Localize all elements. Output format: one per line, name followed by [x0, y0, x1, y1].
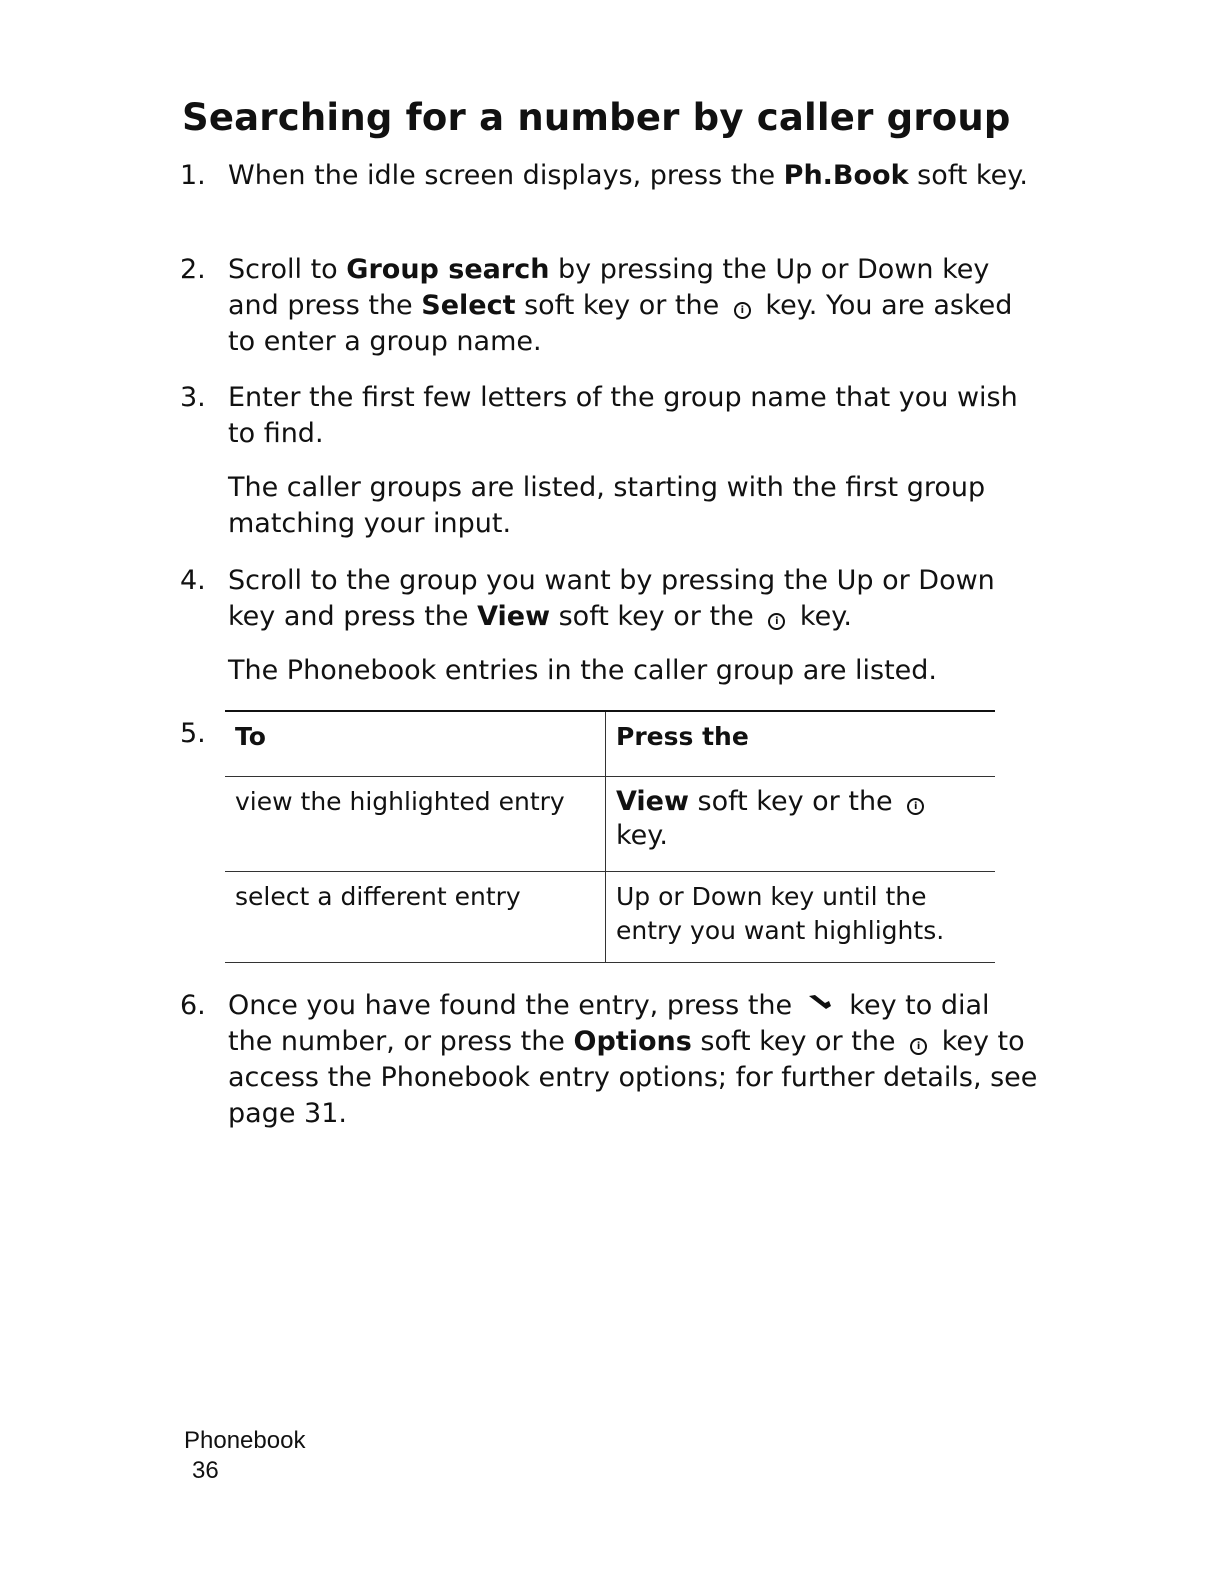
step-text: Once you have found the entry, press the key to dial the number, or press the Options soft key or the i key to access the Phonebook entry options; for further details, see page 31.	[228, 990, 1038, 1129]
ok-key-icon: i	[907, 798, 924, 815]
ok-key-icon: i	[768, 613, 785, 630]
step-text: When the idle screen displays, press the Ph.Book soft key.	[228, 160, 1028, 191]
step-number: 5.	[180, 718, 206, 749]
ok-key-icon: i	[910, 1038, 927, 1055]
step-text: Scroll to the group you want by pressing the Up or Down key and press the View soft key or the i key. The Phonebook entries in the caller group are listed.	[228, 563, 1040, 689]
cell-to: view the highlighted entry	[225, 777, 606, 872]
key-name: Select	[421, 290, 516, 321]
step-note: The caller groups are listed, starting with the first group matching your input.	[228, 472, 986, 539]
send-key-icon	[807, 992, 835, 1012]
table-row	[225, 777, 995, 872]
column-header-press: Press the	[606, 711, 996, 777]
step-1	[180, 158, 1040, 194]
footer-section: Phonebook	[184, 1427, 306, 1454]
column-header-to: To	[225, 711, 606, 777]
step-text: Enter the first few letters of the group name that you wish to find. The caller groups are listed, starting with the first group matching your input.	[228, 380, 1040, 542]
step-text: Scroll to Group search by pressing the Up or Down key and press the Select soft key or the i key. You are asked to enter a group name.	[228, 254, 1013, 357]
menu-name: Group search	[346, 254, 550, 285]
page-title: Searching for a number by caller group	[182, 96, 1011, 139]
cell-press: Up or Down key until the entry you want highlights.	[606, 872, 996, 963]
step-6	[180, 988, 1040, 1132]
ok-key-icon: i	[734, 302, 751, 319]
options-table	[225, 710, 995, 963]
cell-to: select a different entry	[225, 872, 606, 963]
step-number: 3.	[180, 382, 206, 413]
step-number: 1.	[180, 160, 206, 191]
key-name: View	[477, 601, 551, 632]
step-3	[180, 380, 1040, 542]
key-name: Options	[573, 1026, 692, 1057]
cell-press: View soft key or the i key.	[606, 777, 996, 872]
page-number: 36	[192, 1457, 219, 1484]
step-2	[180, 252, 1040, 360]
key-name: View	[616, 786, 689, 817]
step-note: The Phonebook entries in the caller group are listed.	[228, 655, 938, 686]
step-4	[180, 563, 1040, 689]
key-name: Ph.Book	[783, 160, 909, 191]
page-footer	[184, 1426, 305, 1486]
table-row	[225, 872, 995, 963]
step-number: 6.	[180, 990, 206, 1021]
step-number: 4.	[180, 565, 206, 596]
step-number: 2.	[180, 254, 206, 285]
